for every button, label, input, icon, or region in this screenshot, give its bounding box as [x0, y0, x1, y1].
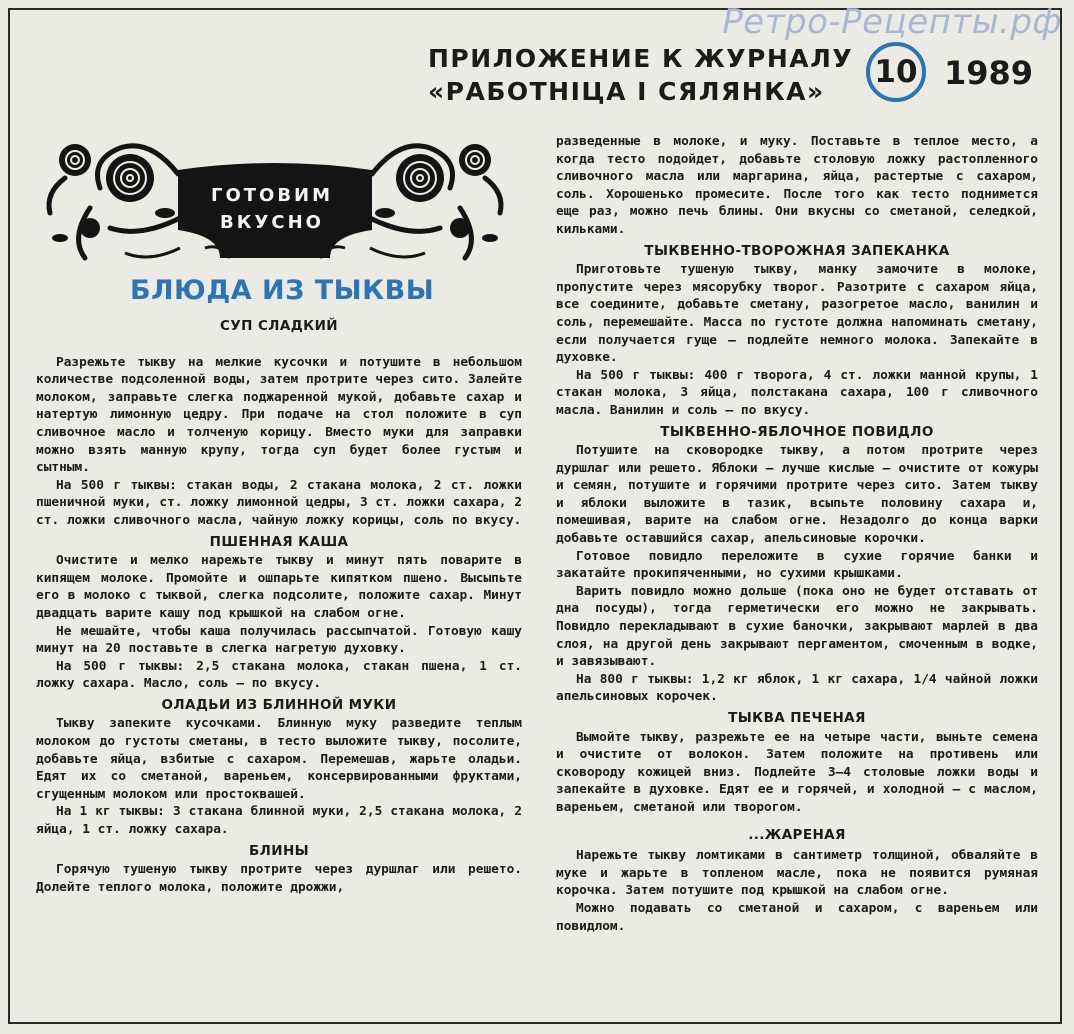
recipe-title-baked: ТЫКВА ПЕЧЕНАЯ	[728, 710, 866, 726]
recipe-title-jam: ТЫКВЕННО-ЯБЛОЧНОЕ ПОВИДЛО	[660, 423, 934, 440]
issue-number: 10	[874, 54, 918, 90]
recipe-text: Тыкву запеките кусочками. Блинную муку разведите теплым молоком до густоты сметаны, в тесто выложите тыкву, посолите, добавьте яйца, взбитые с сахаром. Перемешав, жарьте оладьи. Едят их со сметаной, вареньем, консервированными фруктами, сгущенным молоком или простоквашей.	[36, 716, 522, 802]
recipe-title-pancakes: БЛИНЫ	[248, 842, 310, 859]
recipe-text: Разрежьте тыкву на мелкие кусочки и потушите в небольшом количестве подсоленной воды, затем протрите через сито. Залейте молоком, заправьте слегка поджаренной мукой, добавьте сахар и натертую лимонную цедру. При подаче на стол положите в суп сливочное масло и толченую корицу. Вместо муки для заправки можно взять манную крупу, тогда суп будет более густым и сытным.	[36, 354, 522, 476]
recipe-ingredients: На 500 г тыквы: 400 г творога, 4 ст. ложки манной крупы, 1 стакан молока, 3 яйца, полстакана сахара, 100 г сливочного масла. Ванилин и соль — по вкусу.	[556, 367, 1038, 418]
recipe-title-porridge: ПШЕННАЯ КАША	[209, 533, 349, 550]
header-line-2: «РАБОТНІЦА І СЯЛЯНКА»	[428, 77, 825, 106]
recipe-ingredients: На 1 кг тыквы: 3 стакана блинной муки, 2,5 стакана молока, 2 яйца, 1 ст. ложку сахара.	[36, 804, 522, 838]
recipe-text: Горячую тушеную тыкву протрите через дуршлаг или решето. Долейте теплого молока, положите дрожжи,	[36, 862, 522, 895]
recipe-title-fried: ...ЖАРЕНАЯ	[748, 826, 846, 843]
recipe-text: Нарежьте тыкву ломтиками в сантиметр толщиной, обваляйте в муке и жарьте в топленом масле, пока не появится румяная корочка. Затем потушите под крышкой на слабом огне.	[556, 848, 1038, 899]
recipe-title-soup: СУП СЛАДКИЙ	[220, 318, 338, 334]
recipe-text: Не мешайте, чтобы каша получилась рассыпчатой. Готовую кашу минут на 20 поставьте в слегка нагретую духовку.	[36, 623, 522, 657]
recipe-title-casserole: ТЫКВЕННО-ТВОРОЖНАЯ ЗАПЕКАНКА	[644, 242, 950, 259]
recipe-text: Вымойте тыкву, разрежьте ее на четыре части, выньте семена и очистите от волокон. Затем положите на противень или сковороду кожицей вниз. Подлейте 3—4 столовые ложки воды и запекайте в духовке. Едят ее и горячей, и холодной — с маслом, вареньем, сметаной или творогом.	[556, 729, 1038, 815]
recipe-ingredients: На 800 г тыквы: 1,2 кг яблок, 1 кг сахара, 1/4 чайной ложки апельсиновых корочек.	[556, 671, 1038, 705]
issue-year: 1989	[944, 54, 1034, 92]
right-column	[556, 133, 1038, 935]
site-watermark: Ретро-Рецепты.рф	[722, 2, 1062, 42]
issue-number-badge	[866, 42, 926, 102]
recipe-title-fritters: ОЛАДЬИ ИЗ БЛИННОЙ МУКИ	[161, 696, 397, 713]
recipe-text: Варить повидло можно дольше (пока оно не будет отставать от дна посуды), тогда герметически его можно не закрывать. Повидло перекладывают в сухие баночки, закрывают марлей в два слоя, на другой день закрывают пергаментом, смоченным в водке, и завязывают.	[556, 583, 1038, 670]
rubric-line-1: ГОТОВИМ	[210, 185, 334, 206]
recipe-text: Можно подавать со сметаной и сахаром, с вареньем или повидлом.	[556, 900, 1038, 934]
section-title: БЛЮДА ИЗ ТЫКВЫ	[130, 275, 435, 306]
recipe-ingredients: На 500 г тыквы: стакан воды, 2 стакана молока, 2 ст. ложки пшеничной муки, ст. ложку лимонной цедры, 3 ст. ложки сахара, 2 ст. ложки сливочного масла, чайную ложку корицы, соль по вкусу.	[36, 477, 522, 528]
recipe-ingredients: На 500 г тыквы: 2,5 стакана молока, стакан пшена, 1 ст. ложку сахара. Масло, соль — по вкусу.	[36, 658, 522, 692]
recipe-text: Готовое повидло переложите в сухие горячие банки и закатайте прокипяченными, но сухими крышками.	[556, 548, 1038, 582]
header-line-1: ПРИЛОЖЕНИЕ К ЖУРНАЛУ	[428, 44, 854, 73]
rubric-line-2: ВКУСНО	[220, 212, 324, 233]
left-column	[36, 318, 522, 896]
recipe-text: Потушите на сковородке тыкву, а потом протрите через дуршлаг или решето. Яблоки — лучше кислые — очистите от кожуры и семян, потушите и горячими протрите через сито. Затем тыкву и яблоки выложите в тазик, всыпьте половину сахара и, помешивая, варите на слабом огне. Незадолго до конца варки добавьте оставшийся сахар, апельсиновые корочки.	[556, 443, 1038, 547]
recipe-text-continued: разведенные в молоке, и муку. Поставьте в теплое место, а когда тесто подойдет, добавьте столовую ложку растопленного сливочного масла или маргарина, яйца, растертые с сахаром, соль. Хорошенько промесите. После того как тесто поднимется еще раз, можно печь блины. Они вкусны со сметаной, селедкой, кильками.	[556, 134, 1038, 237]
journal-header	[428, 42, 853, 108]
recipe-text: Очистите и мелко нарежьте тыкву и минут пять поварите в кипящем молоке. Промойте и ошпарьте кипятком пшено. Высыпьте его в молоко с тыквой, слегка подсолите, положите сахар. Минут двадцать варите кашу под крышкой на слабом огне.	[36, 553, 522, 621]
rubric-label	[180, 182, 364, 236]
recipe-text: Приготовьте тушеную тыкву, манку замочите в молоке, пропустите через мясорубку творог. Разотрите с сахаром яйца, все соедините, добавьте сметану, разогретое масло, ванилин и соль, перемешайте. Масса по густоте должна напоминать сметану, если получается гуще — подлейте немного молока. Запекайте в духовке.	[556, 262, 1038, 366]
